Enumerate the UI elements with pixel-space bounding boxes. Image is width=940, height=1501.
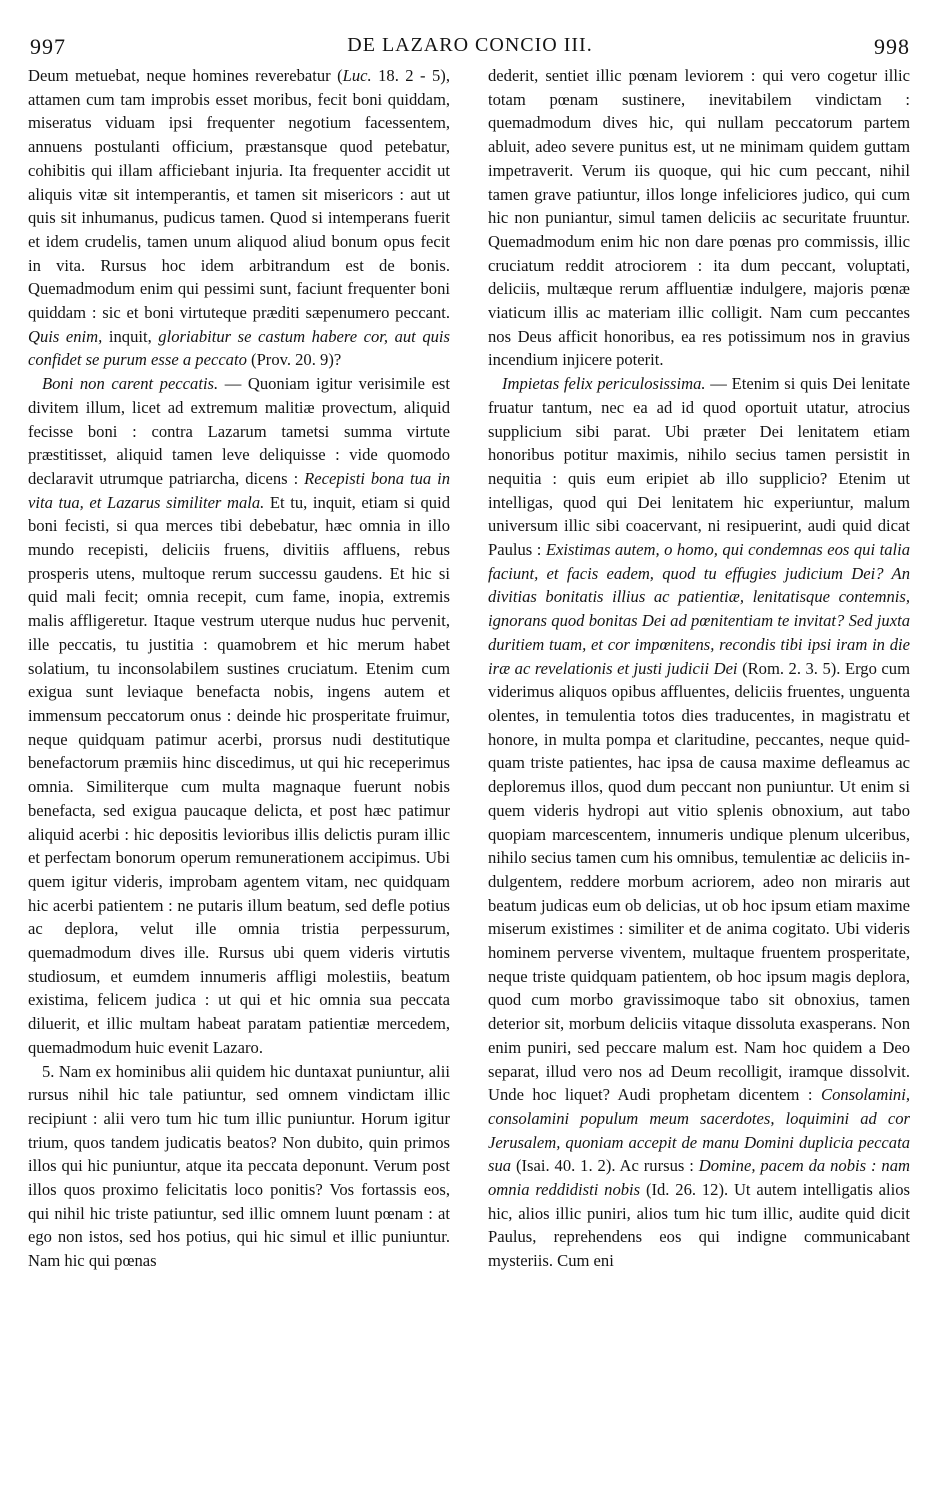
text-run: 5. Nam ex hominibus alii quidem hic duntaxat puniuntur, alii rursus nihil hic tale patiuntur, sed omnem vindictam illic recipiunt : alii vero tum hic tum illic puniuntur. Horum igitur trium, quos tandem judicatis beatos? Non dubito, quin primos illos qui hic puniuntur, atque ita peccata deponunt. Verum post illos quos proximo felicitatis loco ponitis? Vos fortassis eos, qui nihil hic triste patiuntur, sed illic omnem luunt pœnam : at ego non istos, sed hos potius, qui hic simul et illic puniuntur. Nam hic qui pœnas [28, 1061, 450, 1271]
text-run: Deum metuebat, neque homines reverebatur ( [28, 66, 343, 85]
right-text-column [488, 64, 910, 1273]
italic-run: Quis enim, [28, 326, 103, 346]
italic-run: Luc. [342, 66, 372, 85]
paragraph-p3 [28, 1060, 450, 1273]
paragraph-p2 [28, 372, 450, 1059]
paragraph-p1 [28, 64, 450, 372]
page-header [30, 34, 910, 64]
italic-run: Boni non carent peccatis. [42, 374, 219, 394]
text-run: — Quoniam igitur verisimile est divitem illum, licet ad extremum malitiæ provectum, aliquid fecisse boni : contra Lazarum tametsi summa virtute præstitisset, aliquid tamen leve deliquisse : vide quomodo declaravit utrumque patriarcha, dicens : [28, 374, 450, 488]
text-run: 18. 2 - 5), attamen cum tam improbis esset moribus, fecit boni quiddam, miseratus viduam ipsi frequenter negotium facessentem, annuens postulanti officium, præstansque quod petebatur, cohibitis qui illam afficiebant injuria. Ita frequenter accidit ut aliquis vitæ sit intemperantis, et tamen sit misericors : aut ut quis sit inhumanus, pudicus tamen. Quod si intemperans fuerit et idem crudelis, tamen unum aliquod aliud bonum opus fecit in vita. Rursus hoc idem arbitrandum est de bonis. Quemadmodum enim qui pessimi sunt, faciunt frequenter boni quiddam : sic et boni virtuteque præditi sæpenumero peccant. [28, 66, 450, 323]
italic-run: gloriabitur se castum habere cor, aut quis confidet se purum esse a peccato [28, 326, 450, 370]
italic-run: Domine, pacem da nobis : nam omnia reddidisti nobis [488, 1156, 910, 1200]
text-run: (Isai. 40. 1. 2). Ac rursus : [511, 1156, 699, 1176]
paragraph-p5 [488, 372, 910, 1273]
text-run: (Rom. 2. 3. 5). Ergo cum viderimus aliquos opibus affluentes, deliciis fruentes, unguenta olentes, in temulentia totos dies traducentes, in magistratu et honore, in multa pompa et claritudine, peccantes, neque quidquam triste patientes, hac ipsa de causa maxime defleamus ac deploremus illos, quod dum peccant non puniuntur. Ut enim si quem videris hydropi aut vitio splenis obnoxium, aut tabo quopiam marcescentem, innumeris undique plenum ulceribus, nihilo secius tamen cum his omnibus, temulentiæ ac deliciis indulgentem, reddere morbum acriorem, adeo non miraris aut beatum judicas eum ob delicias, ut ob hoc ipsum etiam maxime miserum existimes : similiter et de anima cogitato. Ubi videris hominem perverse viventem, multaque fruentem prosperitate, neque triste quidquam patientem, ob hoc ipsum magis deplora, quod cum morbo gravissimoque tabo sit obnoxius, tamen deterior sit, morbum deliciis vitaque dissoluta exasperans. Non enim puniri, sed peccare malum est. Nam hoc quidem a Deo separat, illud vero nos ad Deum recolligit, iramque dissolvit. Unde hoc liquet? Audi prophetam dicentem : [488, 658, 910, 1105]
italic-run: Recepisti bona tua in vita tua, et Lazarus similiter mala. [28, 468, 450, 512]
text-run: dederit, sentiet illic pœnam leviorem : qui vero cogetur illic totam pœnam sustinere, inevitabilem vindictam : quemadmodum dives hic, qui nullam peccatorum partem abluit, adeo severe punitus est, ut ne minimam quidem guttam impetraverit. Verum iis quoque, qui hic cum peccant, nihil tamen grave patiuntur, illos longe infeliciores judico, qui cum hic non puniantur, simul tamen deliciis ac securitate fruuntur. Quemadmodum enim hic non dare pœnas pro commissis, illic cruciatum reddit atrociorem : ita dum peccant, voluptati, deliciis, multæque rerum affluentiæ indulgere, majoris pœnæ viaticum illis ac materiam illic colligit. Nam cum peccantes nos Deus afficit honoribus, ea res potissimum nos in gravius incendium injicere poterit. [488, 66, 910, 370]
text-run: inquit, [102, 326, 159, 346]
italic-run: Existimas autem, o homo, qui condemnas eos qui talia faciunt, et facis eadem, quod tu effugies judicium Dei? An divitias bonitatis illius ac patientiæ, lenitatisque contemnis, ignorans quod bonitas Dei ad pœnitentiam te invitat? Sed juxta duritiem tuam, et cor impœnitens, recondis tibi ipsi iram in die iræ ac revelationis et justi judicii Dei [488, 540, 911, 678]
paragraph-p4 [488, 64, 910, 372]
italic-run: Consolamini, consolamini populum meum sacerdotes, loquimini ad cor Jerusalem, quoniam accepit de manu Domini duplicia peccata sua [488, 1085, 910, 1176]
text-run: (Id. 26. 12). Ut autem intelligatis alios hic, alios illic puniri, alios tum hic tum illic, audite quid dicit Paulus, reprehendens eos qui indigne communicabant mysteriis. Cum eni [488, 1180, 910, 1271]
page-number-left: 997 [30, 34, 66, 59]
italic-run: Impietas felix periculosissima. [502, 374, 706, 394]
running-title: DE LAZARO CONCIO III. [347, 34, 593, 56]
page-number-right: 998 [874, 34, 910, 59]
left-text-column [28, 64, 450, 1273]
text-run: Et tu, inquit, etiam si quid boni fecisti, si qua merces tibi debebatur, hæc omnia in illo mundo recepisti, deliciis fruens, divitiis affluens, rebus prosperis utens, multoque rerum successu gaudens. Et hic si quid mali fecit; omnia recepit, cum fame, inopia, extremis malis affligeretur. Itaque vestrum uterque nudus huc pervenit, ille peccatis, tu justitia : quamobrem et hic merum habet solatium, tu inconsolabilem sustines cruciatum. Etenim cum exigua sunt leviaque benefacta nobis, ingens autem et immensum peccatorum onus : deinde hic prosperitate fruimur, neque quidquam patimur acerbi, prorsus nudi destitutique benefactorum præmiis hinc discedimus, ut qui hic receperimus omnia. Similiterque cum multa magnaque fuerunt nobis benefacta, sed exigua paucaque delicta, et post hæc patimur aliquid acerbi : hic depositis levioribus illis delictis puram illic et perfectam bonorum operum remunerationem accipimus. Ubi quem igitur videris, improbam agentem vitam, nec quidquam hic acerbi patientem : ne putaris illum beatum, sed defle potius ac deplora, velut ille omnia tristia perpessurum, quemadmodum dives ille. Rursus ubi quem videris virtutis studiosum, et eumdem innumeris affligi molestiis, beatum existima, felicem judica : ut qui et hic omnia sua peccata diluerit, et illic multam habeat paratam patientiæ mercedem, quemadmodum huic evenit Lazaro. [28, 492, 450, 1057]
text-run: (Prov. 20. 9)? [246, 350, 342, 370]
text-run: — Etenim si quis Dei lenitate fruatur tantum, nec ea ad id quod oportuit utatur, atrocius supplicium sibi parat. Ubi præter Dei lenitatem etiam honoribus potitur maximis, nihilo secius tamen persistit in nequitia : quis eum eripiet ab illo supplicio? Etenim ut intelligas, quod qui Dei lenitatem hic experiuntur, malum universum illic sibi coacervant, ni resipuerint, audi quid dicat Paulus : [488, 374, 910, 560]
